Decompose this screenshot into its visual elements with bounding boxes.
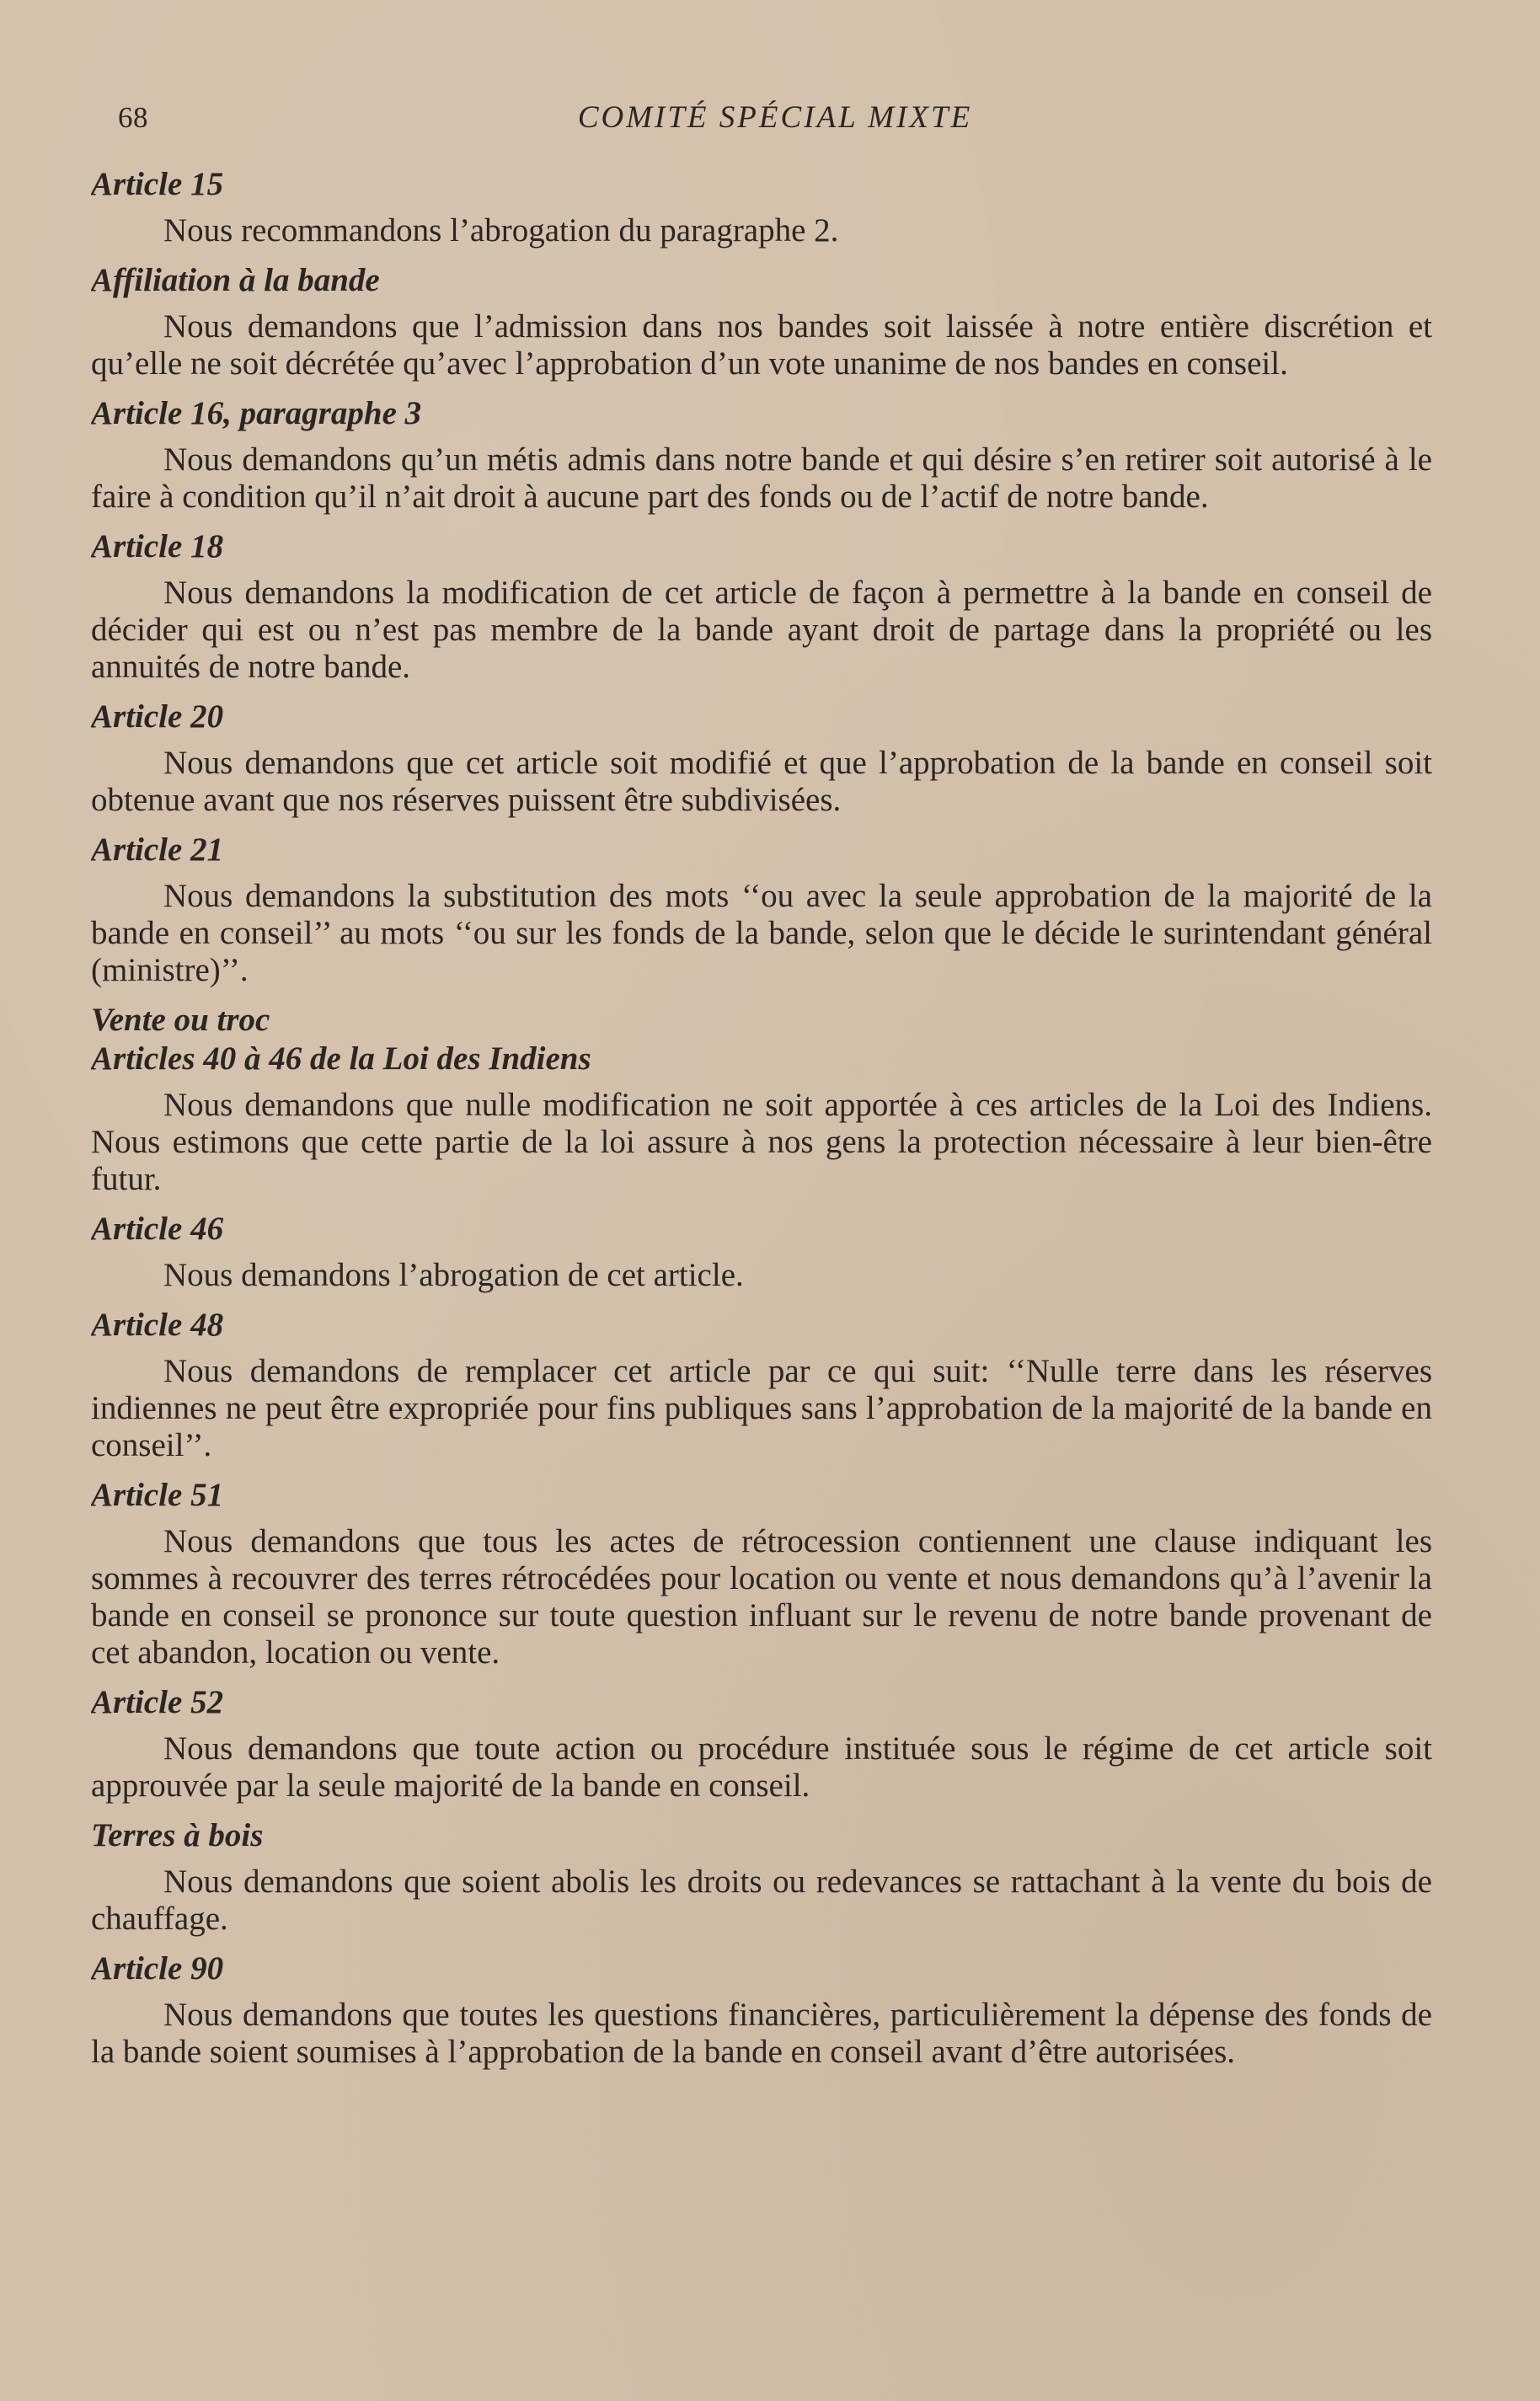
section-paragraph: Nous demandons qu’un métis admis dans notre bande et qui désire s’en retirer soit autorisé à le faire à condition qu’il n’ait droit à aucune part des fonds ou de l’actif de notre bande. xyxy=(91,441,1432,515)
page-header xyxy=(118,99,1432,150)
section-heading: Article 90 xyxy=(91,1950,224,1987)
section-article-18 xyxy=(91,527,1432,686)
section-article-15 xyxy=(91,165,1432,249)
section-paragraph: Nous demandons la substitution des mots ‘‘ou avec la seule approbation de la majorité de la bande en conseil’’ au mots ‘‘ou sur les fonds de la bande, selon que le décide le surintendant général (ministre)’’. xyxy=(91,878,1432,988)
section-article-90 xyxy=(91,1949,1432,2071)
section-paragraph: Nous demandons que cet article soit modifié et que l’approbation de la bande en conseil soit obtenue avant que nos réserves puissent être subdivisées. xyxy=(91,745,1432,818)
section-heading: Article 52 xyxy=(91,1684,224,1720)
section-paragraph: Nous demandons la modification de cet article de façon à permettre à la bande en conseil de décider qui est ou n’est pas membre de la bande ayant droit de partage dans la propriété ou les annuités de notre bande. xyxy=(91,575,1432,685)
running-head: COMITÉ SPÉCIAL MIXTE xyxy=(577,100,973,135)
section-heading: Articles 40 à 46 de la Loi des Indiens xyxy=(91,1040,591,1077)
section-vente-ou-troc xyxy=(91,1001,1432,1040)
section-article-16 xyxy=(91,394,1432,516)
section-heading: Article 16, paragraphe 3 xyxy=(91,395,422,431)
section-heading: Article 48 xyxy=(91,1307,224,1343)
section-heading: Article 46 xyxy=(91,1211,224,1247)
section-terres-a-bois xyxy=(91,1816,1432,1938)
section-article-51 xyxy=(91,1476,1432,1671)
section-heading: Terres à bois xyxy=(91,1817,264,1853)
section-heading: Vente ou troc xyxy=(91,1002,270,1038)
section-paragraph: Nous demandons que nulle modification ne soit apportée à ces articles de la Loi des Indiens. Nous estimons que cette partie de la loi assure à nos gens la protection nécessaire à leur bien-être futur. xyxy=(91,1087,1432,1197)
section-paragraph: Nous recommandons l’abrogation du paragraphe 2. xyxy=(163,212,839,249)
section-paragraph: Nous demandons que l’admission dans nos bandes soit laissée à notre entière discrétion et qu’elle ne soit décrétée qu’avec l’approbation d’un vote unanime de nos bandes en conseil. xyxy=(91,308,1432,382)
section-paragraph: Nous demandons que toutes les questions financières, particulièrement la dépense des fonds de la bande soient soumises à l’approbation de la bande en conseil avant d’être autorisées. xyxy=(91,1997,1432,2070)
section-paragraph: Nous demandons l’abrogation de cet article. xyxy=(163,1257,744,1293)
section-article-46 xyxy=(91,1210,1432,1294)
section-heading: Article 51 xyxy=(91,1477,224,1513)
section-heading: Affiliation à la bande xyxy=(91,262,380,298)
page-number: 68 xyxy=(118,101,148,134)
section-article-21 xyxy=(91,831,1432,989)
section-heading: Article 21 xyxy=(91,832,224,868)
section-paragraph: Nous demandons que tous les actes de rétrocession contiennent une clause indiquant les sommes à recouvrer des terres rétrocédées pour location ou vente et nous demandons qu’à l’avenir la bande en conseil se prononce sur toute question influant sur le revenu de notre bande provenant de cet abandon, location ou vente. xyxy=(91,1523,1432,1671)
section-heading: Article 15 xyxy=(91,166,224,202)
section-paragraph: Nous demandons que soient abolis les droits ou redevances se rattachant à la vente du bois de chauffage. xyxy=(91,1864,1432,1937)
section-articles-40-46 xyxy=(91,1040,1432,1198)
section-affiliation xyxy=(91,261,1432,382)
section-heading: Article 18 xyxy=(91,528,224,564)
section-article-52 xyxy=(91,1683,1432,1805)
section-article-48 xyxy=(91,1306,1432,1464)
section-article-20 xyxy=(91,698,1432,819)
section-heading: Article 20 xyxy=(91,698,224,735)
section-paragraph: Nous demandons que toute action ou procédure instituée sous le régime de cet article soit approuvée par la seule majorité de la bande en conseil. xyxy=(91,1730,1432,1804)
document-body xyxy=(91,165,1432,2339)
section-paragraph: Nous demandons de remplacer cet article par ce qui suit: ‘‘Nulle terre dans les réserves indiennes ne peut être expropriée pour fins publiques sans l’approbation de la majorité de la bande en conseil’’. xyxy=(91,1353,1432,1463)
